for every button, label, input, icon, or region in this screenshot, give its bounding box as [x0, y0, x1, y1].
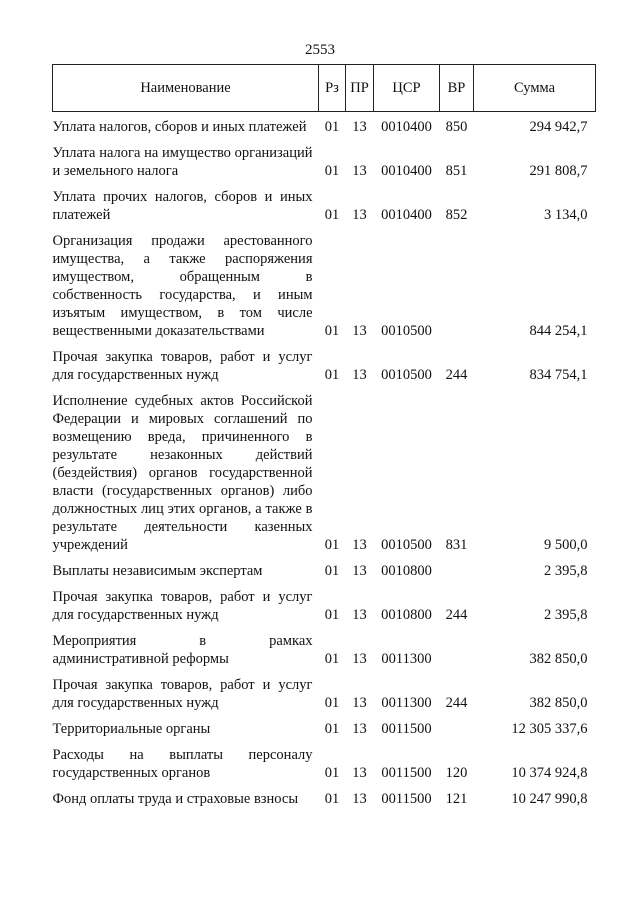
row-name: Территориальные органы	[52, 721, 211, 737]
header-csr: ЦСР	[374, 65, 440, 112]
row-rz: 01	[324, 119, 340, 135]
row-rz: 01	[324, 563, 340, 579]
row-sum: 3 134,0	[544, 207, 588, 223]
table-row	[53, 386, 596, 556]
row-csr: 0010400	[381, 207, 432, 223]
row-vr: 120	[445, 765, 468, 781]
header-vr: ВР	[440, 65, 474, 112]
row-csr: 0011300	[381, 695, 432, 711]
row-csr: 0010800	[381, 563, 432, 579]
table-row	[53, 342, 596, 386]
row-vr	[440, 226, 474, 342]
row-vr	[440, 714, 474, 740]
row-rz: 01	[324, 651, 340, 667]
row-pr: 13	[352, 323, 367, 339]
row-rz: 01	[324, 721, 340, 737]
row-rz: 01	[324, 695, 340, 711]
row-name: Прочая закупка товаров, работ и услуг для государственных нужд	[52, 349, 313, 383]
page-number: 2553	[305, 42, 335, 58]
table-row	[53, 784, 596, 810]
row-csr: 0010500	[381, 367, 432, 383]
row-vr: 244	[445, 607, 468, 623]
row-name: Организация продажи арестованного имущества, а также распоряжения имуществом, обращенным в собственность государства, и иным изъятым имуществом, в том числе вещественными доказательствами	[52, 233, 313, 339]
row-rz: 01	[324, 367, 340, 383]
row-name: Уплата налогов, сборов и иных платежей	[52, 119, 307, 135]
budget-table	[52, 64, 596, 810]
row-pr: 13	[352, 367, 367, 383]
row-name: Исполнение судебных актов Российской Федерации и мировых соглашений по возмещению вреда, причиненного в результате незаконных действий (бездействия) органов государственной власти (государственных органов) либо должностных лиц этих органов, а также в результате деятельности казенных учреждений	[52, 393, 313, 553]
table-row	[53, 182, 596, 226]
row-name: Прочая закупка товаров, работ и услуг для государственных нужд	[52, 589, 313, 623]
row-vr: 851	[445, 163, 468, 179]
table-row	[53, 714, 596, 740]
row-pr: 13	[352, 563, 367, 579]
table-row	[53, 138, 596, 182]
row-vr: 121	[445, 791, 468, 807]
table-row	[53, 670, 596, 714]
row-csr: 0011500	[381, 765, 432, 781]
table-row	[53, 112, 596, 139]
row-csr: 0010400	[381, 163, 432, 179]
row-pr: 13	[352, 695, 367, 711]
row-rz: 01	[324, 537, 340, 553]
row-name: Уплата налога на имущество организаций и земельного налога	[52, 145, 313, 179]
row-sum: 9 500,0	[544, 537, 588, 553]
header-rz: Рз	[319, 65, 346, 112]
table-row	[53, 626, 596, 670]
row-csr: 0011300	[381, 651, 432, 667]
row-sum: 382 850,0	[529, 695, 588, 711]
row-sum: 10 247 990,8	[511, 791, 588, 807]
row-vr	[440, 626, 474, 670]
row-pr: 13	[352, 651, 367, 667]
row-csr: 0010800	[381, 607, 432, 623]
header-sum: Сумма	[474, 65, 596, 112]
table-row	[53, 556, 596, 582]
row-csr: 0010500	[381, 537, 432, 553]
row-rz: 01	[324, 163, 340, 179]
row-sum: 2 395,8	[544, 563, 588, 579]
row-pr: 13	[352, 721, 367, 737]
table-header-row	[53, 65, 596, 112]
row-vr: 850	[445, 119, 468, 135]
row-sum: 12 305 337,6	[511, 721, 588, 737]
row-pr: 13	[352, 607, 367, 623]
row-csr: 0010500	[381, 323, 432, 339]
row-pr: 13	[352, 207, 367, 223]
row-name: Прочая закупка товаров, работ и услуг для государственных нужд	[52, 677, 313, 711]
row-rz: 01	[324, 765, 340, 781]
row-name: Фонд оплаты труда и страховые взносы	[52, 791, 299, 807]
row-rz: 01	[324, 791, 340, 807]
header-name: Наименование	[53, 65, 319, 112]
row-vr: 244	[445, 695, 468, 711]
row-rz: 01	[324, 607, 340, 623]
row-vr	[440, 556, 474, 582]
row-name: Расходы на выплаты персоналу государственных органов	[52, 747, 313, 781]
row-pr: 13	[352, 163, 367, 179]
row-pr: 13	[352, 119, 367, 135]
row-name: Уплата прочих налогов, сборов и иных платежей	[52, 189, 313, 223]
table-row	[53, 226, 596, 342]
row-sum: 834 754,1	[529, 367, 588, 383]
row-rz: 01	[324, 323, 340, 339]
row-name: Мероприятия в рамках административной реформы	[52, 633, 313, 667]
header-pr: ПР	[346, 65, 374, 112]
row-rz: 01	[324, 207, 340, 223]
row-vr: 831	[445, 537, 468, 553]
row-pr: 13	[352, 537, 367, 553]
row-csr: 0011500	[381, 721, 432, 737]
row-pr: 13	[352, 765, 367, 781]
row-sum: 2 395,8	[544, 607, 588, 623]
row-sum: 382 850,0	[529, 651, 588, 667]
row-vr: 852	[445, 207, 468, 223]
row-csr: 0010400	[381, 119, 432, 135]
row-sum: 10 374 924,8	[511, 765, 588, 781]
row-sum: 294 942,7	[529, 119, 588, 135]
row-csr: 0011500	[381, 791, 432, 807]
table-row	[53, 740, 596, 784]
row-pr: 13	[352, 791, 367, 807]
table-row	[53, 582, 596, 626]
row-name: Выплаты независимым экспертам	[52, 563, 263, 579]
row-sum: 844 254,1	[529, 323, 588, 339]
row-vr: 244	[445, 367, 468, 383]
row-sum: 291 808,7	[529, 163, 588, 179]
